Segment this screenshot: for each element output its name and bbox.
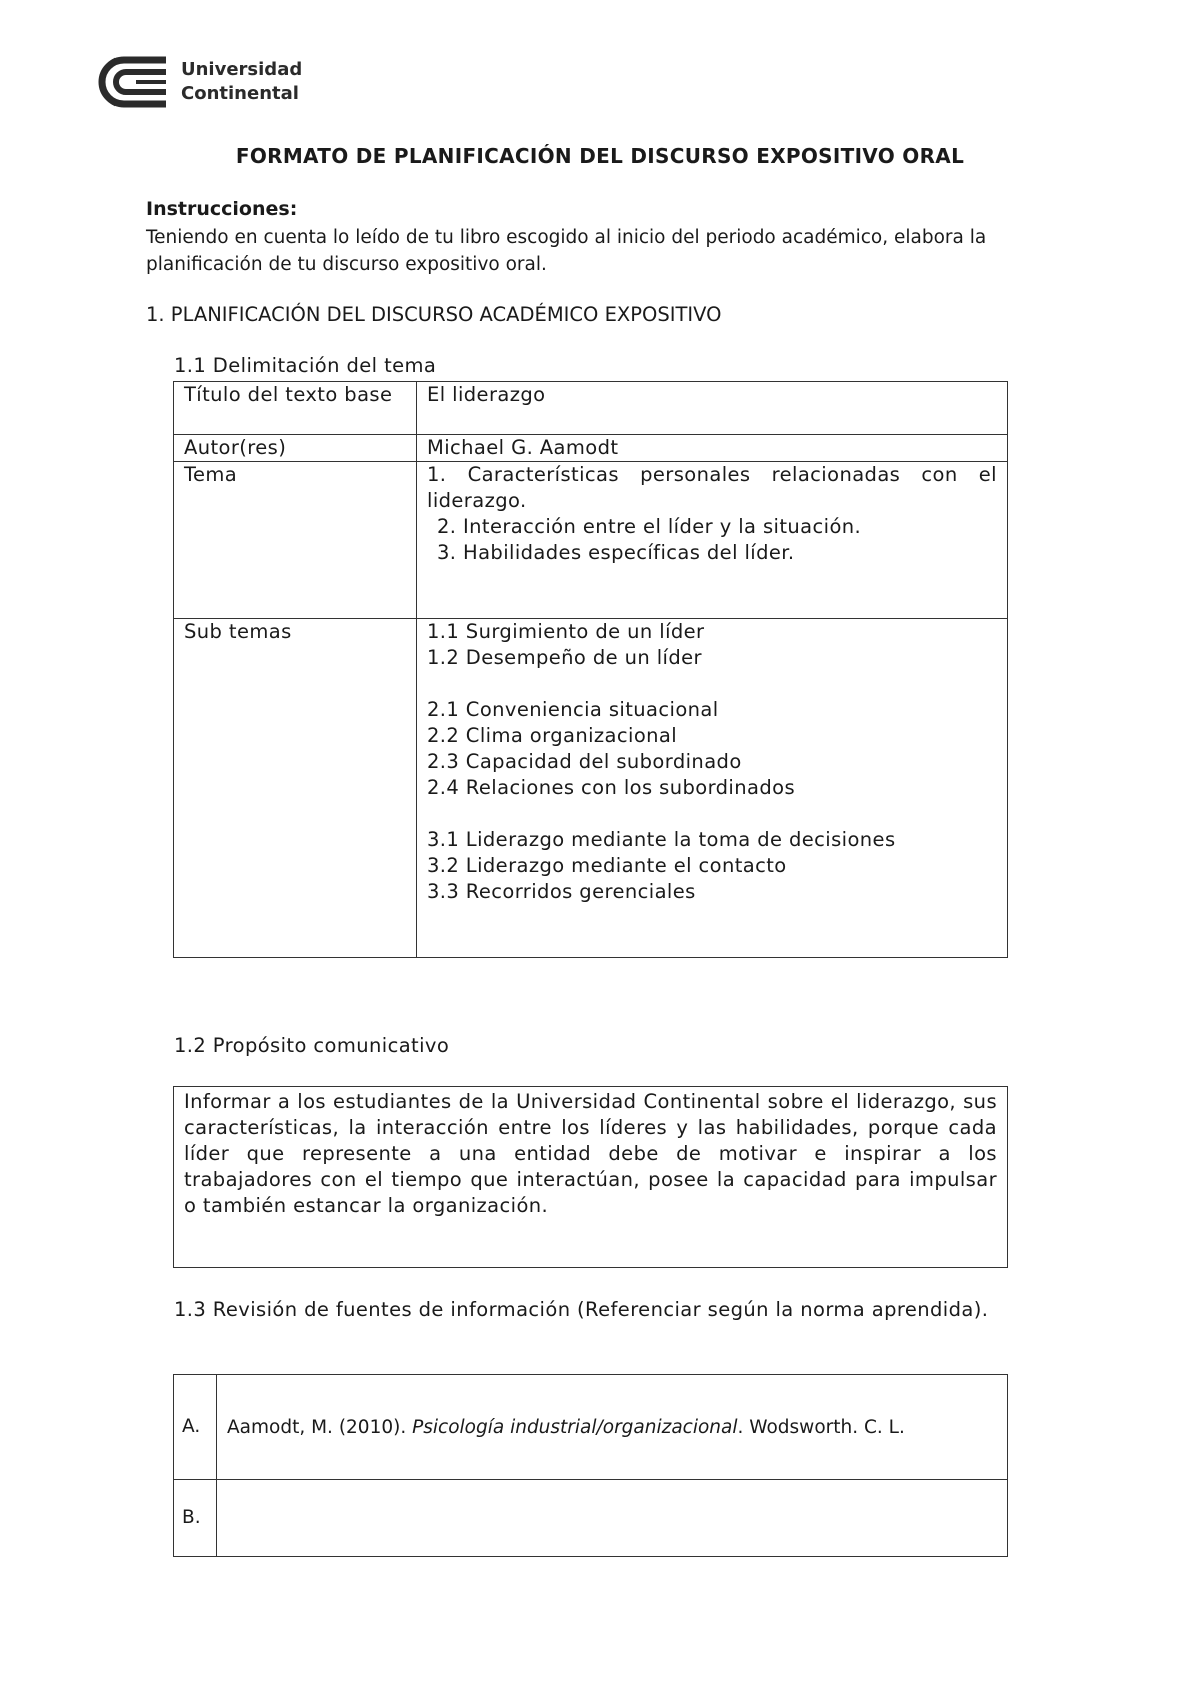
spacer (427, 801, 997, 827)
table-row (174, 435, 1008, 462)
subtema-item: 1.1 Surgimiento de un líder (427, 620, 705, 643)
instructions-heading: Instrucciones: (146, 198, 298, 220)
tema-item: 3. Habilidades específicas del líder. (437, 541, 795, 564)
logo-line-2: Continental (181, 83, 299, 104)
subtema-item: 2.4 Relaciones con los subordinados (427, 776, 796, 799)
ref-label: A. (174, 1375, 217, 1480)
section-1-3-heading: 1.3 Revisión de fuentes de información (Referenciar según la norma aprendida). (174, 1298, 989, 1321)
autor-value: Michael G. Aamodt (417, 435, 1008, 462)
section-1-2-heading: 1.2 Propósito comunicativo (174, 1034, 450, 1057)
subtema-item: 3.2 Liderazgo mediante el contacto (427, 854, 787, 877)
titulo-value: El liderazgo (417, 382, 1008, 435)
table-row (174, 1480, 1008, 1557)
instructions-body: Teniendo en cuenta lo leído de tu libro escogido al inicio del periodo académico, elabora la planificación de tu discurso expositivo oral. (146, 227, 987, 275)
topic-table (173, 381, 1008, 958)
table-row (174, 382, 1008, 435)
table-row (174, 462, 1008, 619)
ref-post: . Wodsworth. C. L. (737, 1416, 905, 1438)
continental-logo-icon (96, 52, 174, 112)
ref-label: B. (174, 1480, 217, 1557)
subtemas-value (417, 619, 1008, 958)
tema-label: Tema (174, 462, 417, 619)
tema-item: 2. Interacción entre el líder y la situación. (437, 515, 862, 538)
subtema-item: 2.3 Capacidad del subordinado (427, 750, 742, 773)
tema-item: 1. Características personales relacionadas con el liderazgo. (427, 463, 997, 512)
subtema-item: 1.2 Desempeño de un líder (427, 646, 702, 669)
subtema-item: 3.3 Recorridos gerenciales (427, 880, 696, 903)
document-title: FORMATO DE PLANIFICACIÓN DEL DISCURSO EXPOSITIVO ORAL (235, 144, 965, 168)
logo-text (181, 58, 302, 106)
ref-title: Psicología industrial/organizacional (412, 1416, 738, 1438)
ref-text (217, 1480, 1008, 1557)
table-row (174, 1375, 1008, 1480)
subtema-item: 3.1 Liderazgo mediante la toma de decisiones (427, 828, 896, 851)
section-1-1-heading: 1.1 Delimitación del tema (174, 354, 437, 377)
tema-value (417, 462, 1008, 619)
section-1-heading: 1. PLANIFICACIÓN DEL DISCURSO ACADÉMICO EXPOSITIVO (146, 303, 722, 326)
table-row (174, 619, 1008, 958)
titulo-label: Título del texto base (174, 382, 417, 435)
references-table (173, 1374, 1008, 1557)
ref-text (217, 1375, 1008, 1480)
spacer (427, 671, 997, 697)
subtemas-label: Sub temas (174, 619, 417, 958)
university-logo (96, 52, 303, 116)
ref-pre: Aamodt, M. (2010). (227, 1416, 413, 1438)
purpose-box: Informar a los estudiantes de la Universidad Continental sobre el liderazgo, sus características, la interacción entre los líderes y las habilidades, porque cada líder que represente a una entidad debe de motivar e inspirar a los trabajadores con el tiempo que interactúan, posee la capacidad para impulsar o también estancar la organización. (173, 1086, 1008, 1268)
subtema-item: 2.2 Clima organizacional (427, 724, 678, 747)
subtema-item: 2.1 Conveniencia situacional (427, 698, 719, 721)
logo-line-1: Universidad (181, 59, 303, 80)
autor-label: Autor(res) (174, 435, 417, 462)
